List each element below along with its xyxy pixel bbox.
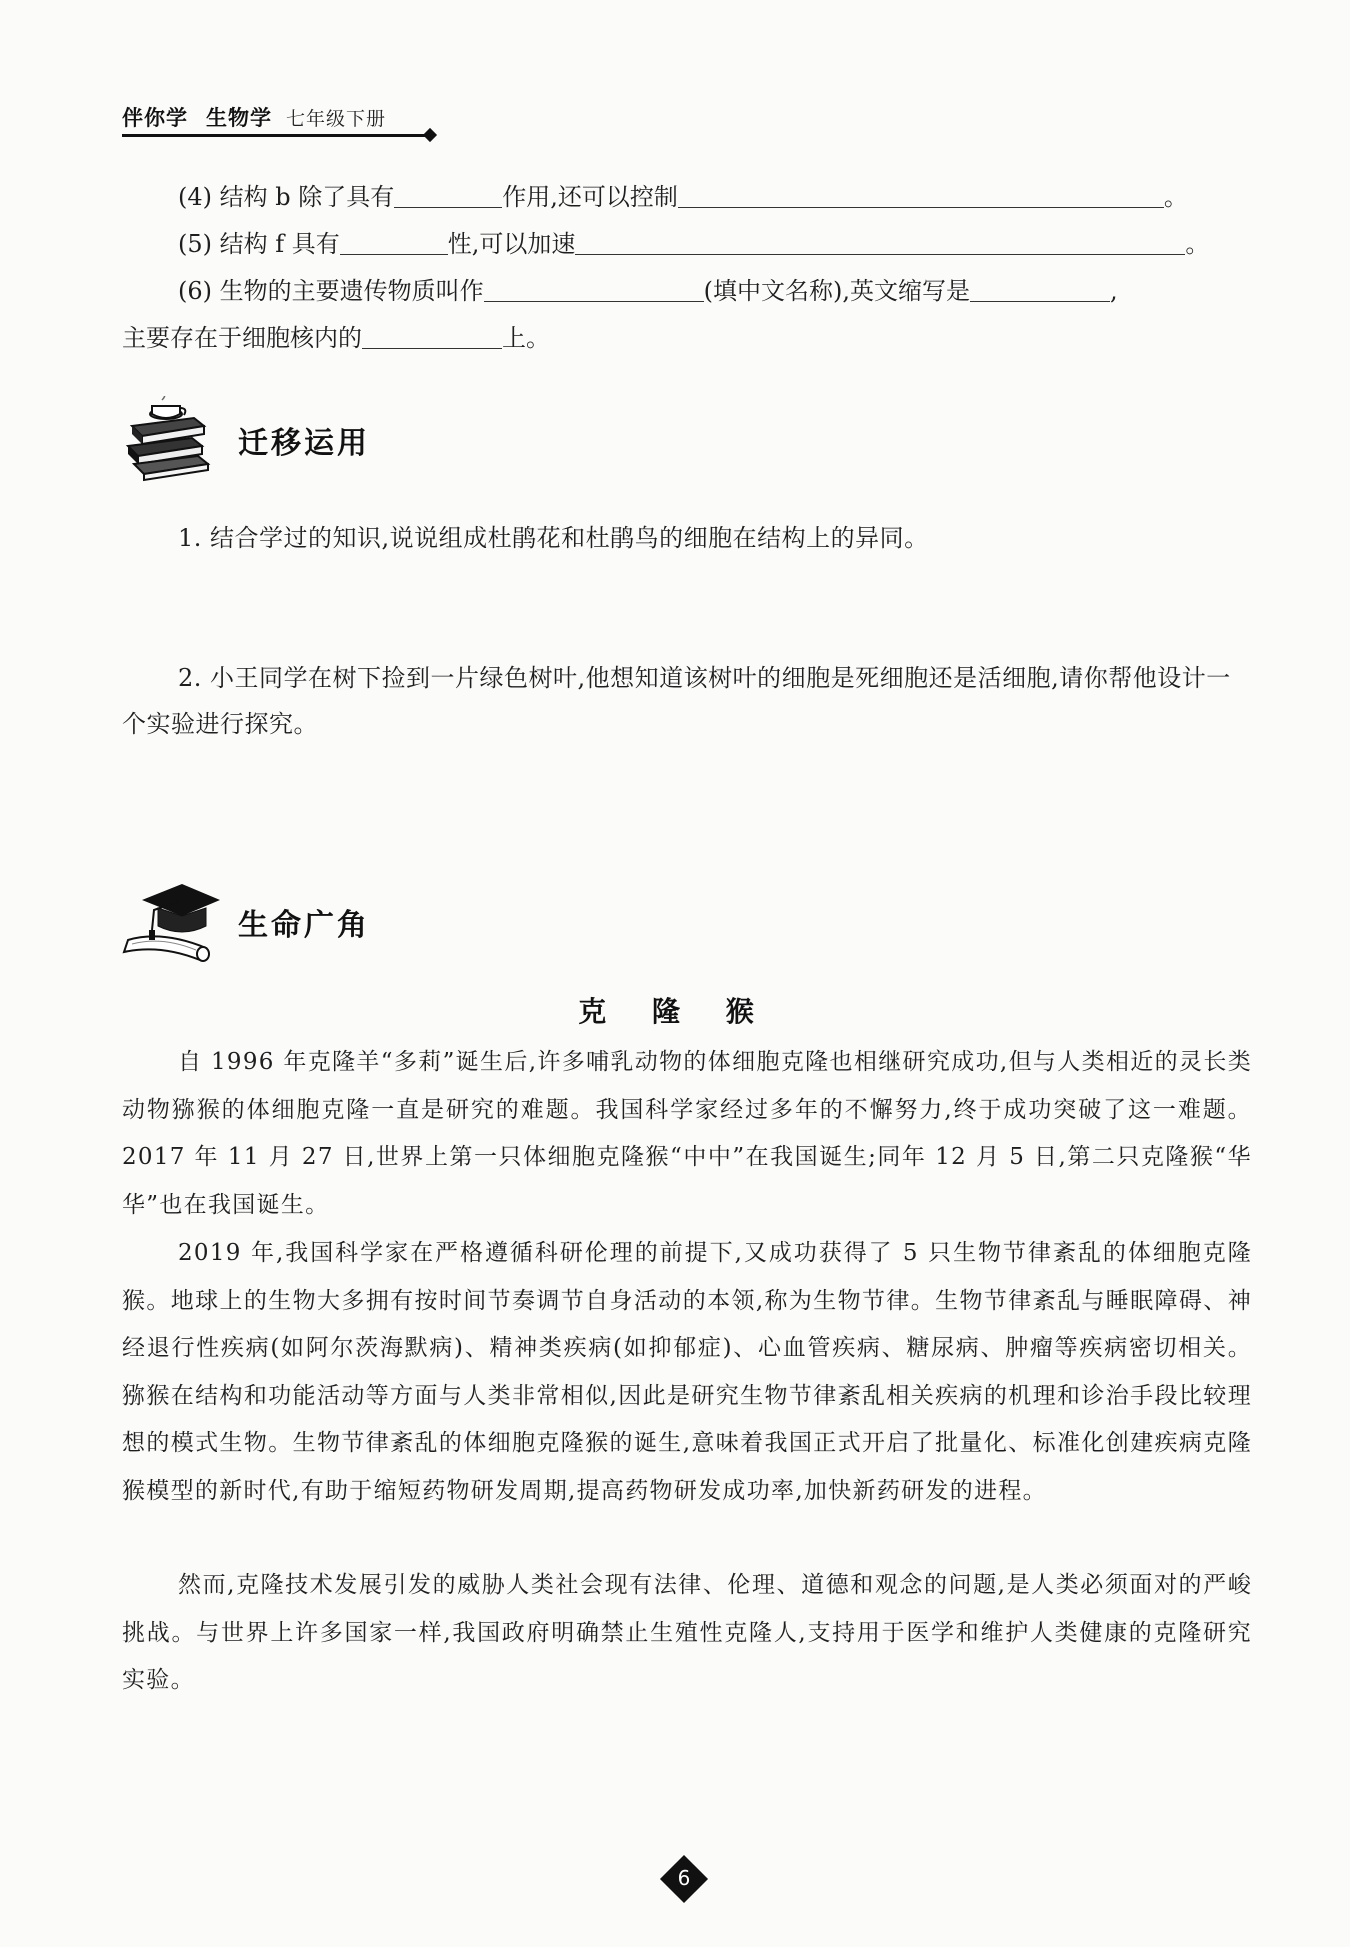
q6-blank-3[interactable] — [362, 322, 502, 349]
article-paragraph-1: 自 1996 年克隆羊“多莉”诞生后,许多哺乳动物的体细胞克隆也相继研究成功,但与人类相近的灵长类动物猕猴的体细胞克隆一直是研究的难题。我国科学家经过多年的不懈努力,终于成功突破了这一难题。2017 年 11 月 27 日,世界上第一只体细胞克隆猴“中中”在我国诞生;同年 12 月 5 日,第二只克隆猴“华华”也在我国诞生。 — [122, 1049, 1252, 1218]
transfer-question-1: 1. 结合学过的知识,说说组成杜鹃花和杜鹃鸟的细胞在结构上的异同。 — [178, 524, 929, 552]
transfer-question-2: 2. 小王同学在树下捡到一片绿色树叶,他想知道该树叶的细胞是死细胞还是活细胞,请你帮他设计一个实验进行探究。 — [122, 664, 1231, 738]
running-header — [122, 102, 442, 142]
q5-text-b: 性,可以加速 — [447, 230, 576, 258]
header-rule — [122, 134, 430, 137]
q6-end: , — [1109, 277, 1118, 305]
q4-blank-2[interactable] — [678, 181, 1164, 208]
q5-blank-2[interactable] — [575, 228, 1185, 255]
question-6 — [178, 271, 1258, 311]
header-grade: 七年级下册 — [286, 108, 387, 130]
header-subject: 生物学 — [206, 106, 272, 130]
q4-text-b: 作用,还可以控制 — [502, 183, 678, 211]
q5-blank-1[interactable] — [340, 228, 448, 255]
q4-text-a: (4) 结构 b 除了具有 — [178, 183, 395, 211]
q5-end: 。 — [1185, 230, 1210, 258]
article-title: 克 隆 猴 — [578, 995, 772, 1028]
q6-end-2: 上。 — [502, 324, 550, 352]
section-transfer-title: 迁移运用 — [238, 426, 370, 461]
q6-text-a: (6) 生物的主要遗传物质叫作 — [178, 277, 484, 305]
header-brand: 伴你学 — [122, 106, 188, 130]
article-paragraph-3: 然而,克隆技术发展引发的威胁人类社会现有法律、伦理、道德和观念的问题,是人类必须面对的严峻挑战。与世界上许多国家一样,我国政府明确禁止生殖性克隆人,支持用于医学和维护人类健康的克隆研究实验。 — [122, 1572, 1252, 1693]
q6-text-b: (填中文名称),英文缩写是 — [703, 277, 970, 305]
section-transfer-heading — [122, 396, 522, 486]
section-life-title: 生命广角 — [238, 908, 370, 943]
q4-blank-1[interactable] — [394, 181, 502, 208]
q6-blank-2[interactable] — [970, 275, 1110, 302]
q5-text-a: (5) 结构 f 具有 — [178, 230, 340, 258]
q6-blank-1[interactable] — [484, 275, 704, 302]
question-4 — [178, 177, 1258, 217]
page-number-badge — [663, 1858, 707, 1902]
header-diamond-icon — [423, 128, 437, 142]
q4-end: 。 — [1163, 183, 1188, 211]
books-and-coffee-cup-icon — [122, 396, 218, 482]
question-5 — [178, 224, 1258, 264]
article-paragraph-2: 2019 年,我国科学家在严格遵循科研伦理的前提下,又成功获得了 5 只生物节律紊乱的体细胞克隆猴。地球上的生物大多拥有按时间节奏调节自身活动的本领,称为生物节律。生物节律紊乱与睡眠障碍、神经退行性疾病(如阿尔茨海默病)、精神类疾病(如抑郁症)、心血管疾病、糖尿病、肿瘤等疾病密切相关。猕猴在结构和功能活动等方面与人类非常相似,因此是研究生物节律紊乱相关疾病的机理和诊治手段比较理想的模式生物。生物节律紊乱的体细胞克隆猴的诞生,意味着我国正式开启了批量化、标准化创建疾病克隆猴模型的新时代,有助于缩短药物研发周期,提高药物研发成功率,加快新药研发的进程。 — [122, 1240, 1252, 1504]
page-number: 6 — [677, 1866, 691, 1890]
q6-text-c: 主要存在于细胞核内的 — [122, 324, 362, 352]
section-life-heading — [122, 878, 522, 968]
question-6-line-2 — [122, 318, 1202, 358]
graduation-cap-and-diploma-icon — [122, 878, 222, 964]
